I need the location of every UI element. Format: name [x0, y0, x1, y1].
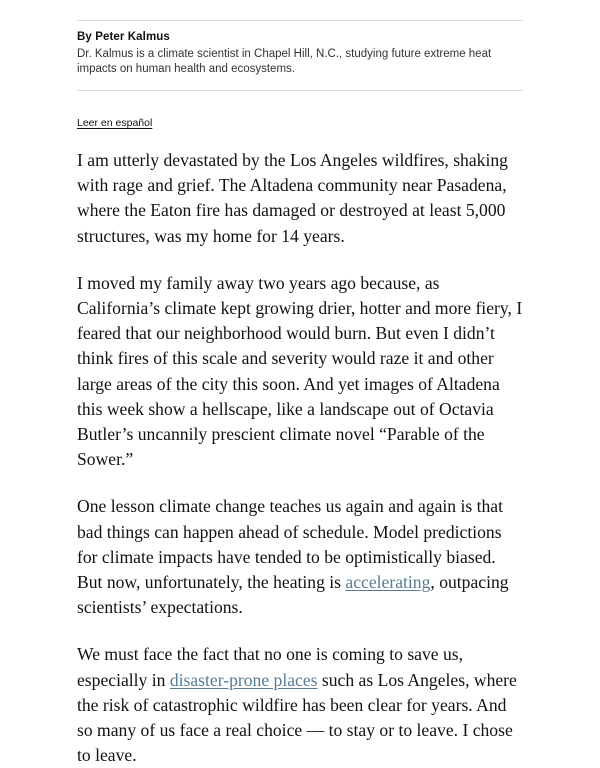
read-in-spanish-link[interactable]: Leer en español [77, 117, 153, 129]
byline-bio: Dr. Kalmus is a climate scientist in Chapel Hill, N.C., studying future extreme heat impacts on human health and ecosystems. [77, 48, 492, 75]
divider-below-byline [77, 90, 523, 91]
paragraph: We must face the fact that no one is coming to save us, especially in disaster-prone places such as Los Angeles, where the risk of catastrophic wildfire has been clear for years. And so many of us face a real choice — to stay or to leave. I chose to leave. [77, 644, 517, 766]
inline-article-link[interactable]: disaster-prone places [169, 669, 318, 690]
byline-block [77, 30, 523, 77]
divider-top [77, 20, 523, 21]
paragraph: I am utterly devastated by the Los Angeles wildfires, shaking with rage and grief. The Altadena community near Pasadena, where the Eaton fire has damaged or destroyed at least 5,000 structures, was my home for 14 years. [77, 150, 508, 246]
byline-author: By Peter Kalmus [77, 31, 170, 43]
paragraph: I moved my family away two years ago because, as California’s climate kept growing drier, hotter and more fiery, I feared that our neighborhood would burn. But even I didn’t think fires of this scale and severity would raze it and other large areas of the city this soon. And yet images of Altadena this week show a hellscape, like a landscape out of Octavia Butler’s uncannily prescient climate novel “Parable of the Sower.” [77, 272, 523, 470]
paragraph: One lesson climate change teaches us again and again is that bad things can happen ahead of schedule. Model predictions for climate impacts have tended to be optimistically biased. But now, unfortunately, the heating is accelerating, outpacing scientists’ expectations. [77, 496, 509, 618]
translation-link-wrapper [77, 113, 523, 131]
article-page [0, 20, 600, 766]
article-body [77, 148, 523, 768]
article-content [0, 20, 600, 768]
inline-article-link[interactable]: accelerating [345, 572, 431, 593]
